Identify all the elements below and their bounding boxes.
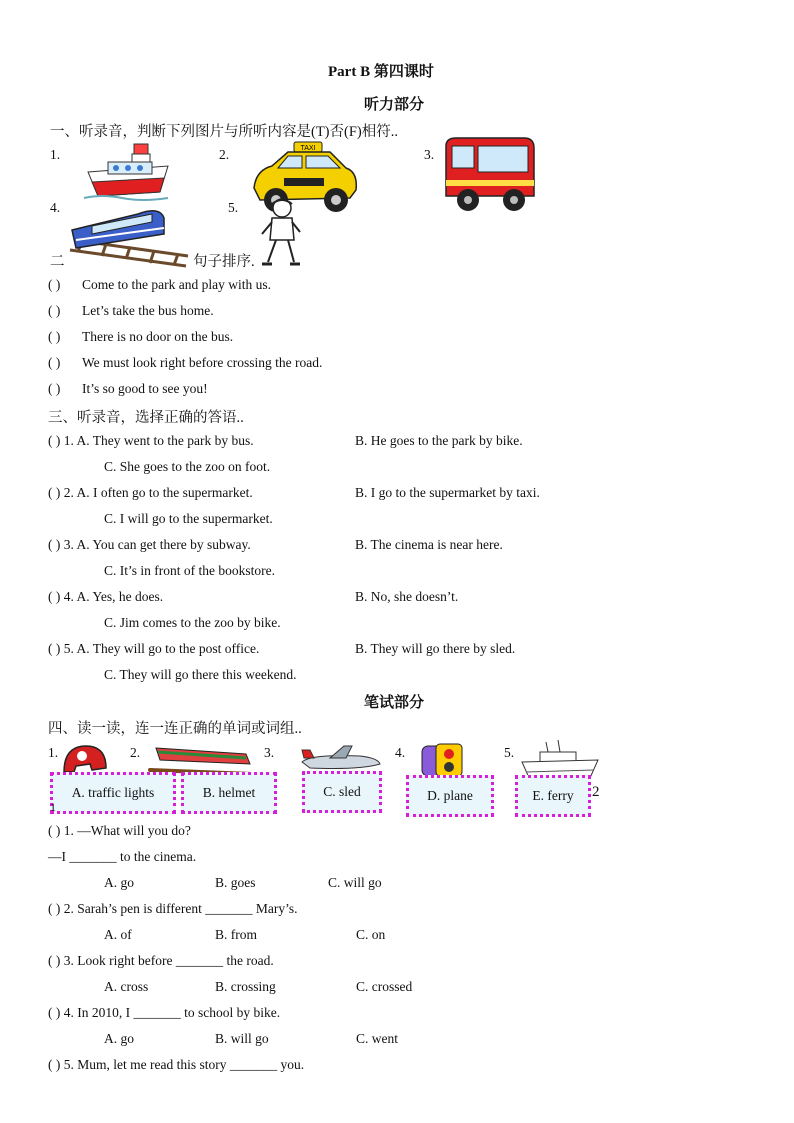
mc-question-stem: ( ) 5. Mum, let me read this story _______ you.: [48, 1057, 305, 1072]
traffic-lights-icon: [418, 742, 470, 778]
mc-option: C. crossed: [356, 979, 413, 994]
ordering-item: [48, 328, 233, 346]
word-card-c[interactable]: C. sled: [302, 771, 382, 813]
question-option-a: ( ) 2. A. I often go to the supermarket.: [48, 485, 253, 500]
match-number: 5.: [504, 745, 515, 760]
sentence-text: Come to the park and play with us.: [82, 277, 271, 292]
mc-option: A. of: [104, 927, 132, 942]
ship-icon: [82, 140, 174, 202]
mc-question-stem: ( ) 2. Sarah’s pen is different _______ Mary’s.: [48, 901, 298, 916]
walking-boy-icon: [256, 196, 306, 272]
mc-question-stem2: —I _______ to the cinema.: [48, 849, 197, 864]
taxi-sign-text: TAXI: [300, 145, 316, 152]
word-card-e[interactable]: E. ferry: [515, 775, 591, 817]
question-option-c: C. She goes to the zoo on foot.: [104, 459, 271, 474]
question-option-b: B. He goes to the park by bike.: [355, 433, 523, 448]
section1-instruction: 一、听录音，判断下列图片与所听内容是(T)否(F)相符..: [50, 124, 398, 140]
section3-instruction: 三、听录音，选择正确的答语..: [48, 410, 244, 426]
stray-mark: 1: [50, 800, 56, 814]
word-card-a[interactable]: A. traffic lights: [50, 772, 176, 814]
answer-paren[interactable]: ( ): [48, 355, 61, 370]
helmet-icon: [62, 744, 108, 774]
question-option-a: ( ) 1. A. They went to the park by bus.: [48, 433, 254, 448]
ordering-item: [48, 276, 271, 294]
item-number: 1.: [50, 147, 61, 162]
mc-option: C. went: [356, 1031, 398, 1046]
ordering-item: [48, 302, 214, 320]
mc-question-stem: ( ) 1. —What will you do?: [48, 823, 191, 838]
sentence-text: Let’s take the bus home.: [82, 303, 214, 318]
sentence-text: It’s so good to see you!: [82, 381, 208, 396]
answer-paren[interactable]: ( ): [48, 277, 61, 292]
ordering-item: [48, 380, 208, 398]
question-option-c: C. It’s in front of the bookstore.: [104, 563, 275, 578]
match-number: 1.: [48, 745, 59, 760]
mc-option: C. on: [356, 927, 386, 942]
question-option-b: B. The cinema is near here.: [355, 537, 503, 552]
question-option-b: B. No, she doesn’t.: [355, 589, 459, 604]
mc-question-stem: ( ) 3. Look right before _______ the road.: [48, 953, 274, 968]
mc-option: B. from: [215, 927, 257, 942]
question-option-b: B. I go to the supermarket by taxi.: [355, 485, 540, 500]
question-option-c: C. They will go there this weekend.: [104, 667, 297, 682]
word-card-b[interactable]: B. helmet: [181, 772, 277, 814]
match-number: 3.: [264, 745, 275, 760]
item-number: 2.: [219, 147, 230, 162]
item-number: 5.: [228, 200, 239, 215]
section2-instruction-suffix: 句子排序.: [193, 254, 255, 270]
page-title: Part B 第四课时: [328, 64, 434, 80]
section2-instruction-prefix: 二: [50, 254, 65, 270]
mc-option: B. goes: [215, 875, 256, 890]
sentence-text: There is no door on the bus.: [82, 329, 234, 344]
mc-option: B. will go: [215, 1031, 269, 1046]
word-card-d[interactable]: D. plane: [406, 775, 494, 817]
question-option-c: C. I will go to the supermarket.: [104, 511, 273, 526]
train-icon: [68, 196, 194, 266]
mc-option: A. go: [104, 1031, 134, 1046]
mc-question-stem: ( ) 4. In 2010, I _______ to school by bike.: [48, 1005, 281, 1020]
question-option-a: ( ) 5. A. They will go to the post office.: [48, 641, 260, 656]
section4-instruction: 四、读一读，连一连正确的单词或词组..: [48, 721, 302, 737]
ordering-item: [48, 354, 322, 372]
question-option-a: ( ) 3. A. You can get there by subway.: [48, 537, 251, 552]
question-option-c: C. Jim comes to the zoo by bike.: [104, 615, 281, 630]
mc-option: C. will go: [328, 875, 382, 890]
item-number: 4.: [50, 200, 61, 215]
answer-paren[interactable]: ( ): [48, 329, 61, 344]
match-number: 2.: [130, 745, 141, 760]
mc-option: A. go: [104, 875, 134, 890]
listening-heading: 听力部分: [364, 97, 425, 113]
answer-paren[interactable]: ( ): [48, 303, 61, 318]
match-number: 4.: [395, 745, 406, 760]
question-option-b: B. They will go there by sled.: [355, 641, 516, 656]
mc-option: A. cross: [104, 979, 149, 994]
writing-heading: 笔试部分: [364, 695, 425, 711]
bus-icon: [442, 136, 538, 216]
sentence-text: We must look right before crossing the road.: [82, 355, 323, 370]
question-option-a: ( ) 4. A. Yes, he does.: [48, 589, 164, 604]
item-number: 3.: [424, 147, 435, 162]
answer-paren[interactable]: ( ): [48, 381, 61, 396]
stray-number: 2: [592, 784, 600, 800]
mc-option: B. crossing: [215, 979, 276, 994]
